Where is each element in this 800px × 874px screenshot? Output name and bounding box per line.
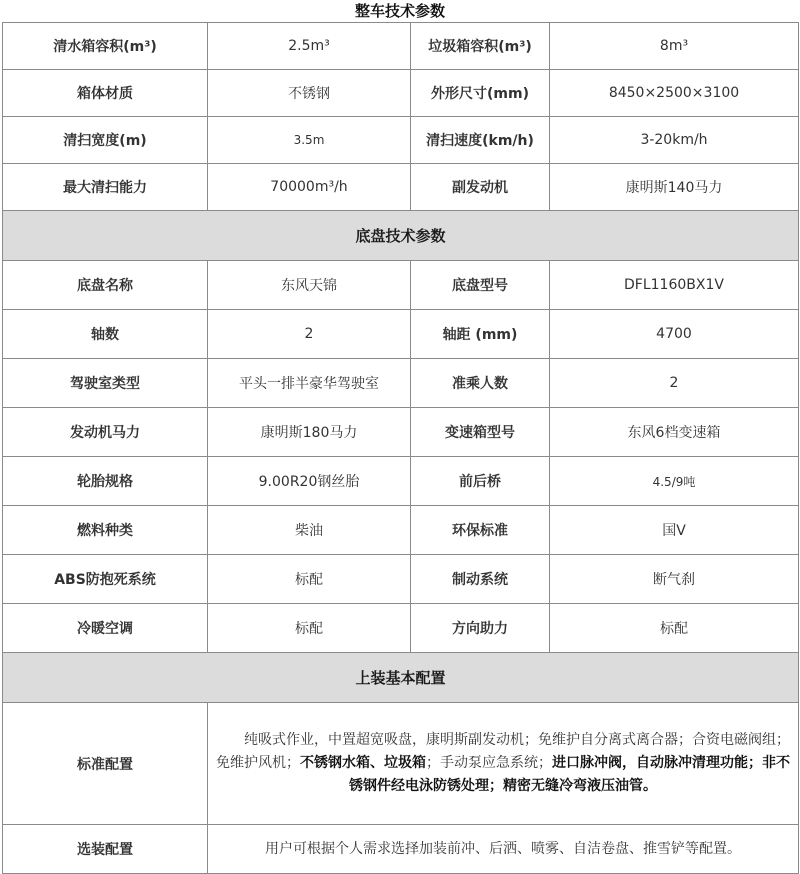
param-label: 制动系统 xyxy=(411,555,550,604)
optional-config-label: 选装配置 xyxy=(3,825,208,874)
config-text-part: ；手动泵应急系统； xyxy=(426,755,552,771)
param-value: 柴油 xyxy=(208,506,411,555)
table-row xyxy=(3,164,799,211)
table-row xyxy=(3,604,799,653)
param-label: 最大清扫能力 xyxy=(3,164,208,211)
param-value: 2 xyxy=(208,310,411,359)
optional-config-text: 用户可根据个人需求选择加装前冲、后洒、喷雾、自洁卷盘、推雪铲等配置。 xyxy=(208,825,799,874)
param-value: 8450×2500×3100 xyxy=(550,70,799,117)
param-label: 轮胎规格 xyxy=(3,457,208,506)
param-value: 断气刹 xyxy=(550,555,799,604)
chassis-section-title: 底盘技术参数 xyxy=(3,211,799,261)
spec-table xyxy=(2,22,799,874)
table-row xyxy=(3,310,799,359)
param-value: 4700 xyxy=(550,310,799,359)
param-label: 燃料种类 xyxy=(3,506,208,555)
param-label: 副发动机 xyxy=(411,164,550,211)
param-value: 标配 xyxy=(208,555,411,604)
param-value: 康明斯140马力 xyxy=(550,164,799,211)
config-section-title: 上装基本配置 xyxy=(3,653,799,703)
param-label: 变速箱型号 xyxy=(411,408,550,457)
table-row xyxy=(3,359,799,408)
config-text-bold: 不锈钢水箱、垃圾箱 xyxy=(300,755,426,771)
param-value: 4.5/9吨 xyxy=(550,457,799,506)
param-value: 国V xyxy=(550,506,799,555)
table-row xyxy=(3,70,799,117)
param-value: 3.5m xyxy=(208,117,411,164)
param-label: 清扫宽度(m) xyxy=(3,117,208,164)
param-value: 标配 xyxy=(550,604,799,653)
param-value: 2.5m³ xyxy=(208,23,411,70)
param-value: 8m³ xyxy=(550,23,799,70)
param-value: DFL1160BX1V xyxy=(550,261,799,310)
section-header-row xyxy=(3,211,799,261)
param-label: 轴距 (mm) xyxy=(411,310,550,359)
param-value: 70000m³/h xyxy=(208,164,411,211)
table-row xyxy=(3,825,799,874)
param-value: 2 xyxy=(550,359,799,408)
table-row xyxy=(3,457,799,506)
param-label: 箱体材质 xyxy=(3,70,208,117)
param-label: 准乘人数 xyxy=(411,359,550,408)
table-row xyxy=(3,555,799,604)
param-value: 平头一排半豪华驾驶室 xyxy=(208,359,411,408)
config-text-part: 纯吸式作业，中置超宽吸盘，康明斯副发动机；免维护自分离式离合器；合资电磁阀组；免维护风机； xyxy=(216,732,790,771)
table-row xyxy=(3,703,799,825)
param-value: 标配 xyxy=(208,604,411,653)
config-text-bold: 进口脉冲阀，自动脉冲清理功能；非不锈钢件经电泳防锈处理；精密无缝冷弯液压油管。 xyxy=(349,755,790,794)
table-row xyxy=(3,506,799,555)
param-label: 方向助力 xyxy=(411,604,550,653)
param-label: 前后桥 xyxy=(411,457,550,506)
table-row xyxy=(3,23,799,70)
param-label: 底盘名称 xyxy=(3,261,208,310)
param-label: 清扫速度(km/h) xyxy=(411,117,550,164)
page-title: 整车技术参数 xyxy=(354,2,445,20)
standard-config-text xyxy=(208,703,799,825)
param-label: 驾驶室类型 xyxy=(3,359,208,408)
standard-config-label: 标准配置 xyxy=(3,703,208,825)
param-value: 不锈钢 xyxy=(208,70,411,117)
param-value: 3-20km/h xyxy=(550,117,799,164)
param-label: 发动机马力 xyxy=(3,408,208,457)
table-row xyxy=(3,117,799,164)
param-value: 东风6档变速箱 xyxy=(550,408,799,457)
param-value: 康明斯180马力 xyxy=(208,408,411,457)
param-label: 冷暖空调 xyxy=(3,604,208,653)
param-label: 环保标准 xyxy=(411,506,550,555)
param-label: 垃圾箱容积(m³) xyxy=(411,23,550,70)
param-label: 轴数 xyxy=(3,310,208,359)
param-label: ABS防抱死系统 xyxy=(3,555,208,604)
param-label: 清水箱容积(m³) xyxy=(3,23,208,70)
table-row xyxy=(3,408,799,457)
param-label: 底盘型号 xyxy=(411,261,550,310)
table-row xyxy=(3,261,799,310)
param-value: 9.00R20钢丝胎 xyxy=(208,457,411,506)
param-label: 外形尺寸(mm) xyxy=(411,70,550,117)
param-value: 东风天锦 xyxy=(208,261,411,310)
section-header-row xyxy=(3,653,799,703)
